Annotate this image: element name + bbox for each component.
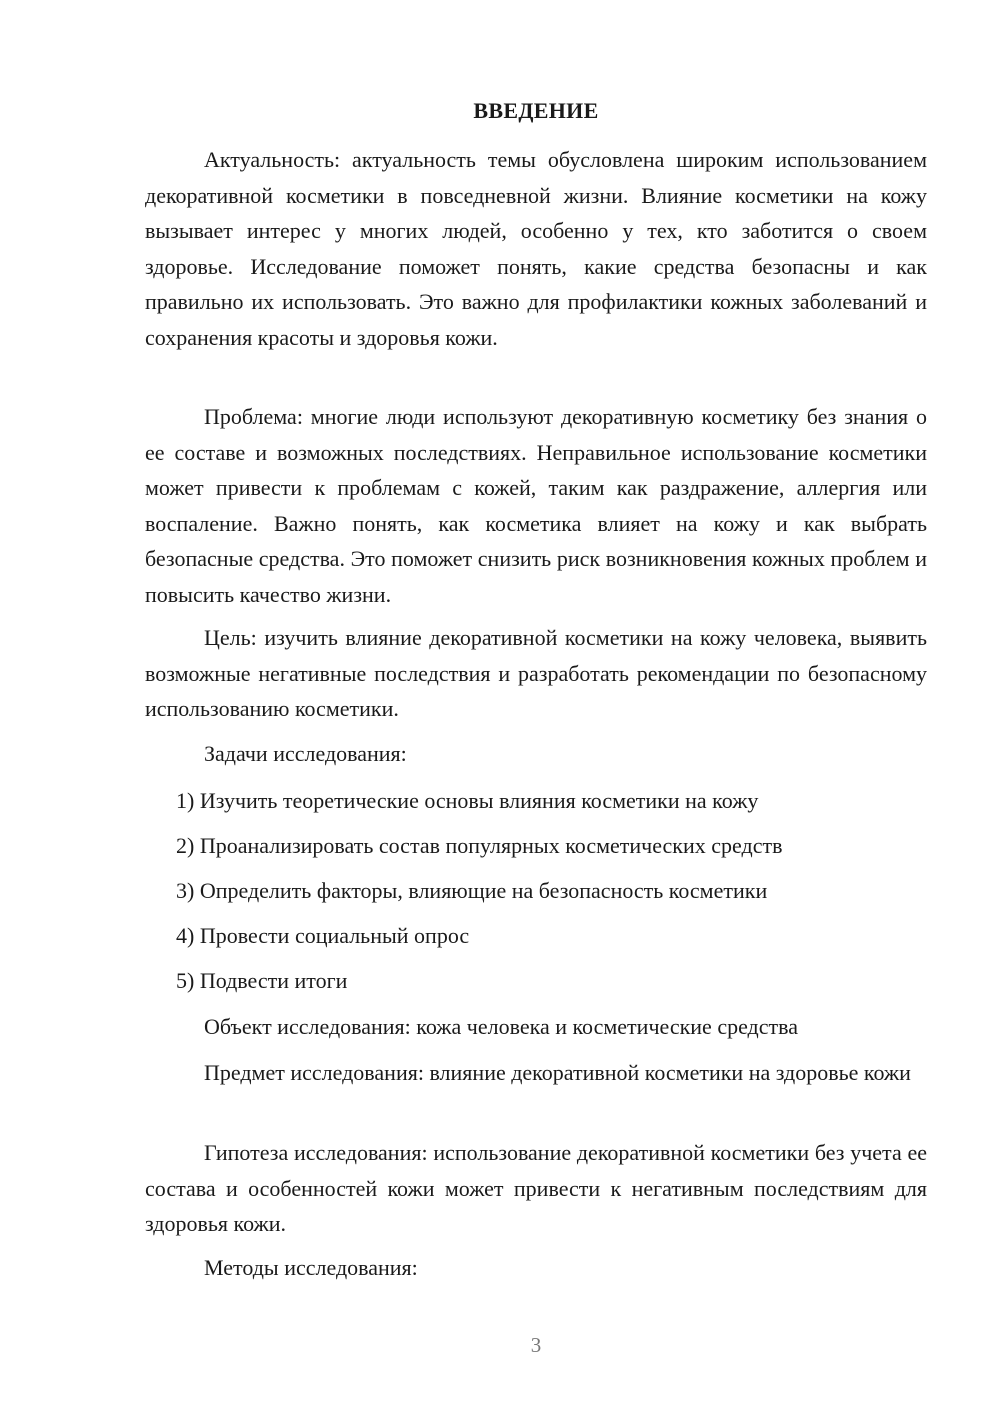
- hypothesis-paragraph: Гипотеза исследования: использование декоративной косметики без учета ее состава и особенностей кожи может привести к негативным последствиям для здоровья кожи.: [145, 1140, 927, 1236]
- problem-block: [145, 399, 927, 612]
- list-item: 2) Проанализировать состав популярных косметических средств: [176, 833, 783, 858]
- methods-block: [145, 1250, 927, 1286]
- tasks-heading-block: [145, 736, 927, 772]
- tasks-heading: Задачи исследования:: [204, 741, 407, 766]
- methods-heading: Методы исследования:: [204, 1255, 418, 1280]
- object-paragraph: Объект исследования: кожа человека и косметические средства: [204, 1014, 798, 1039]
- page-title: ВВЕДЕНИЕ: [473, 98, 599, 123]
- task-item-2: [145, 828, 927, 864]
- goal-block: [145, 620, 927, 727]
- object-block: [145, 1009, 927, 1045]
- list-item: 5) Подвести итоги: [176, 968, 348, 993]
- page-number: 3: [530, 1333, 542, 1357]
- subject-block: [145, 1055, 927, 1091]
- list-item: 4) Провести социальный опрос: [176, 923, 470, 948]
- list-item: 3) Определить факторы, влияющие на безопасность косметики: [176, 878, 768, 903]
- task-item-3: [145, 873, 927, 909]
- list-item: 1) Изучить теоретические основы влияния косметики на кожу: [176, 788, 759, 813]
- task-item-1: [145, 783, 927, 819]
- goal-paragraph: Цель: изучить влияние декоративной косметики на кожу человека, выявить возможные негативные последствия и разработать рекомендации по безопасному использованию косметики.: [145, 625, 927, 721]
- hypothesis-block: [145, 1135, 927, 1242]
- task-item-4: [145, 918, 927, 954]
- task-item-5: [145, 963, 927, 999]
- relevance-block: [145, 142, 927, 355]
- relevance-paragraph: Актуальность: актуальность темы обусловлена широким использованием декоративной косметики в повседневной жизни. Влияние косметики на кожу вызывает интерес у многих людей, особенно у тех, кто заботится о своем здоровье. Исследование поможет понять, какие средства безопасны и как правильно их использовать. Это важно для профилактики кожных заболеваний и сохранения красоты и здоровья кожи.: [145, 147, 927, 350]
- subject-paragraph: Предмет исследования: влияние декоративной косметики на здоровье кожи: [204, 1060, 911, 1085]
- problem-paragraph: Проблема: многие люди используют декоративную косметику без знания о ее составе и возможных последствиях. Неправильное использование косметики может привести к проблемам с кожей, таким как раздражение, аллергия или воспаление. Важно понять, как косметика влияет на кожу и как выбрать безопасные средства. Это поможет снизить риск возникновения кожных проблем и повысить качество жизни.: [145, 404, 927, 607]
